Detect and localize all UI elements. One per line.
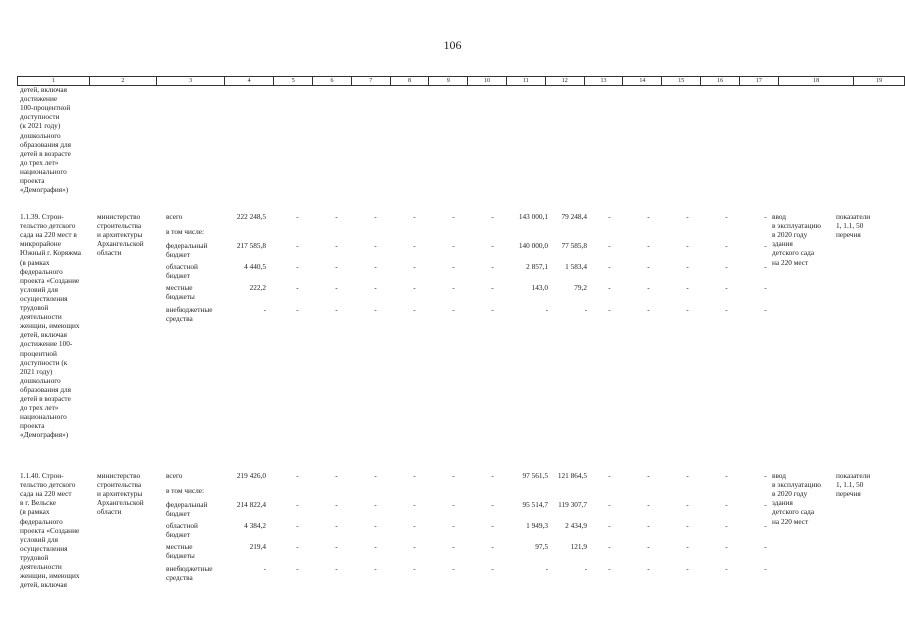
executor-line: строительства (97, 480, 142, 490)
indicator-line: перечня (836, 489, 861, 499)
empty-dash: - (764, 542, 767, 551)
empty-dash: - (374, 542, 377, 551)
column-header-6: 6 (313, 77, 352, 86)
empty-dash: - (725, 262, 728, 271)
empty-dash: - (452, 564, 455, 573)
total-value: 222 248,5 (236, 212, 266, 221)
measure-name-line: сада на 220 мест (20, 489, 72, 499)
col12-value: 119 307,7 (558, 500, 587, 509)
empty-dash: - (725, 521, 728, 530)
empty-dash: - (374, 564, 377, 573)
executor-line: области (97, 248, 122, 258)
empty-dash: - (647, 471, 650, 480)
empty-dash: - (725, 542, 728, 551)
empty-dash: - (608, 564, 611, 573)
empty-dash: - (374, 262, 377, 271)
measure-name-line: доступности (к (20, 357, 68, 367)
col11-value: 140 000,0 (518, 241, 548, 250)
empty-dash: - (647, 305, 650, 314)
empty-dash: - (764, 471, 767, 480)
continuation-line: 100-процентной (20, 103, 71, 113)
empty-dash: - (452, 542, 455, 551)
funding-source: всего (166, 471, 183, 480)
empty-dash: - (491, 471, 494, 480)
empty-dash: - (296, 305, 299, 314)
measure-name-line: проекта (20, 421, 45, 431)
empty-dash: - (374, 283, 377, 292)
column-header-5: 5 (274, 77, 313, 86)
empty-dash: - (452, 212, 455, 221)
continuation-line: дошкольного (20, 130, 61, 140)
funding-source: местные (166, 283, 193, 292)
result-line: детского сада (772, 507, 815, 517)
continuation-line: детей в возрасте (20, 148, 71, 158)
empty-dash: - (647, 521, 650, 530)
column-header-10: 10 (468, 77, 507, 86)
total-value: 219 426,0 (236, 471, 266, 480)
empty-dash: - (491, 241, 494, 250)
empty-dash: - (608, 305, 611, 314)
total-value: - (263, 564, 266, 573)
empty-dash: - (296, 471, 299, 480)
col12-value: 2 434,9 (565, 521, 587, 530)
executor-line: области (97, 507, 122, 517)
empty-dash: - (296, 521, 299, 530)
empty-dash: - (725, 500, 728, 509)
empty-dash: - (335, 542, 338, 551)
empty-dash: - (335, 241, 338, 250)
empty-dash: - (491, 262, 494, 271)
column-header-4: 4 (224, 77, 273, 86)
empty-dash: - (764, 241, 767, 250)
funding-source: областной (166, 521, 198, 530)
empty-dash: - (686, 500, 689, 509)
empty-dash: - (725, 564, 728, 573)
empty-dash: - (686, 471, 689, 480)
empty-dash: - (725, 471, 728, 480)
empty-dash: - (335, 283, 338, 292)
result-line: на 220 мест (772, 516, 809, 526)
empty-dash: - (374, 471, 377, 480)
column-header-17: 17 (739, 77, 778, 86)
measure-name-line: условий для (20, 284, 58, 294)
col11-value: 97 561,5 (522, 471, 548, 480)
measure-name-line: процентной (20, 348, 57, 358)
empty-dash: - (413, 471, 416, 480)
funding-source: бюджет (166, 508, 190, 518)
measure-name-line: тельство детского (20, 480, 76, 490)
continuation-line: детей, включая (20, 85, 68, 94)
empty-dash: - (452, 521, 455, 530)
measure-name-line: деятельности (20, 562, 62, 571)
empty-dash: - (647, 262, 650, 271)
column-header-14: 14 (623, 77, 662, 86)
measure-name-line: «Демография») (20, 430, 69, 440)
empty-dash: - (686, 241, 689, 250)
empty-dash: - (686, 283, 689, 292)
empty-dash: - (452, 241, 455, 250)
empty-dash: - (686, 262, 689, 271)
column-header-7: 7 (351, 77, 390, 86)
col11-value: 95 514,7 (522, 500, 548, 509)
empty-dash: - (413, 262, 416, 271)
funding-source: средства (166, 572, 193, 582)
funding-source: федеральный (166, 500, 208, 509)
empty-dash: - (764, 212, 767, 221)
measure-name-line: образования для (20, 384, 72, 394)
column-header-8: 8 (390, 77, 429, 86)
col12-value: - (584, 305, 587, 314)
col11-value: 143 000,1 (518, 212, 548, 221)
col11-value: 97,5 (535, 542, 548, 551)
measure-name-line: (в рамках (20, 507, 50, 517)
empty-dash: - (725, 212, 728, 221)
empty-dash: - (764, 564, 767, 573)
indicator-line: показатели (836, 471, 871, 480)
executor-line: Архангельской (97, 498, 144, 508)
empty-dash: - (413, 542, 416, 551)
col12-value: - (584, 564, 587, 573)
measure-name-line: проекта «Создание (20, 275, 80, 285)
measure-name-line: проекта «Создание (20, 525, 80, 535)
empty-dash: - (608, 241, 611, 250)
col11-value: - (545, 564, 548, 573)
continuation-line: проекта (20, 176, 45, 185)
empty-dash: - (491, 283, 494, 292)
column-header-2: 2 (89, 77, 157, 86)
empty-dash: - (452, 305, 455, 314)
empty-dash: - (647, 283, 650, 292)
empty-dash: - (647, 241, 650, 250)
empty-dash: - (764, 262, 767, 271)
empty-dash: - (452, 262, 455, 271)
result-line: здания (772, 239, 793, 249)
empty-dash: - (335, 262, 338, 271)
measure-name-line: трудовой (20, 303, 49, 312)
empty-dash: - (452, 283, 455, 292)
col11-value: - (545, 305, 548, 314)
measure-name-line: осуществления (20, 543, 68, 553)
empty-dash: - (335, 500, 338, 509)
empty-dash: - (335, 521, 338, 530)
empty-dash: - (764, 500, 767, 509)
measure-name-line: детей, включая (20, 580, 68, 590)
empty-dash: - (725, 305, 728, 314)
continuation-line: «Демография») (20, 185, 69, 195)
result-line: в эксплуатацию (772, 221, 821, 231)
executor-line: и архитектуры (97, 489, 143, 499)
empty-dash: - (335, 471, 338, 480)
measure-name-line: национального (20, 412, 67, 422)
column-header-12: 12 (545, 77, 584, 86)
measure-name-line: трудовой (20, 552, 49, 562)
empty-dash: - (686, 521, 689, 530)
empty-dash: - (296, 564, 299, 573)
continuation-line: до трех лет» (20, 157, 59, 167)
executor-line: строительства (97, 221, 142, 231)
empty-dash: - (452, 471, 455, 480)
measure-name-line: (в рамках (20, 257, 50, 267)
empty-dash: - (296, 241, 299, 250)
funding-source: федеральный (166, 241, 208, 250)
empty-dash: - (686, 542, 689, 551)
empty-dash: - (296, 212, 299, 221)
empty-dash: - (413, 283, 416, 292)
col11-value: 2 857,1 (526, 262, 548, 271)
empty-dash: - (764, 283, 767, 292)
funding-source: в том числе: (166, 227, 205, 236)
executor-line: министерство (97, 212, 141, 221)
funding-source: областной (166, 262, 198, 271)
empty-dash: - (296, 262, 299, 271)
column-header-15: 15 (662, 77, 701, 86)
col12-value: 79 248,4 (561, 212, 587, 221)
result-line: ввод (772, 471, 786, 480)
empty-dash: - (374, 521, 377, 530)
measure-name-line: деятельности (20, 312, 62, 322)
empty-dash: - (296, 283, 299, 292)
empty-dash: - (608, 521, 611, 530)
result-line: здания (772, 498, 793, 508)
result-line: в эксплуатацию (772, 480, 821, 490)
column-header-18: 18 (778, 77, 854, 86)
empty-dash: - (335, 212, 338, 221)
empty-dash: - (296, 542, 299, 551)
column-header-11: 11 (506, 77, 545, 86)
indicator-line: показатели (836, 212, 871, 221)
funding-source: бюджеты (166, 291, 195, 301)
empty-dash: - (491, 305, 494, 314)
empty-dash: - (608, 542, 611, 551)
empty-dash: - (413, 564, 416, 573)
funding-source: бюджет (166, 249, 190, 259)
measure-name-line: женщин, имеющих (20, 321, 80, 331)
total-value: 222,2 (249, 283, 266, 292)
measure-name-line: 1.1.40. Строи- (20, 471, 64, 480)
result-line: детского сада (772, 248, 815, 258)
measure-name-line: детей в возрасте (20, 394, 71, 403)
empty-dash: - (413, 212, 416, 221)
measure-name-line: сада на 220 мест в (20, 230, 77, 240)
column-header-16: 16 (701, 77, 740, 86)
empty-dash: - (374, 241, 377, 250)
measure-name-line: женщин, имеющих (20, 571, 80, 581)
measure-name-line: федерального (20, 266, 63, 276)
measure-name-line: федерального (20, 516, 63, 526)
indicator-line: 1, 1.1, 50 (836, 221, 864, 231)
total-value: 214 822,4 (236, 500, 266, 509)
measure-name-line: детей, включая (20, 330, 68, 340)
empty-dash: - (608, 283, 611, 292)
col12-value: 1 583,4 (565, 262, 587, 271)
funding-source: бюджет (166, 529, 190, 539)
column-header-13: 13 (584, 77, 623, 86)
column-header-19: 19 (854, 77, 905, 86)
funding-source: внебюджетные (166, 564, 213, 573)
empty-dash: - (452, 500, 455, 509)
empty-dash: - (686, 564, 689, 573)
page-number: 106 (443, 38, 462, 52)
col11-value: 143,0 (531, 283, 548, 292)
measure-name-line: дошкольного (20, 375, 61, 385)
empty-dash: - (413, 500, 416, 509)
empty-dash: - (647, 542, 650, 551)
empty-dash: - (491, 564, 494, 573)
col12-value: 77 585,8 (561, 241, 587, 250)
indicator-line: перечня (836, 230, 861, 240)
measure-name-line: 1.1.39. Строи- (20, 212, 64, 221)
funding-source: в том числе: (166, 486, 205, 495)
funding-source: всего (166, 212, 183, 221)
empty-dash: - (296, 500, 299, 509)
measure-name-line: осуществления (20, 293, 68, 303)
empty-dash: - (608, 262, 611, 271)
empty-dash: - (725, 283, 728, 292)
empty-dash: - (491, 500, 494, 509)
empty-dash: - (764, 305, 767, 314)
executor-line: министерство (97, 471, 141, 480)
col11-value: 1 949,3 (526, 521, 548, 530)
empty-dash: - (491, 212, 494, 221)
total-value: - (263, 305, 266, 314)
funding-source: внебюджетные (166, 305, 213, 314)
measure-name-line: в г. Вельске (20, 498, 57, 508)
empty-dash: - (608, 500, 611, 509)
empty-dash: - (686, 212, 689, 221)
executor-line: и архитектуры (97, 230, 143, 240)
empty-dash: - (374, 212, 377, 221)
result-line: ввод (772, 212, 786, 221)
col12-value: 121,9 (570, 542, 587, 551)
empty-dash: - (413, 241, 416, 250)
empty-dash: - (647, 500, 650, 509)
continuation-line: (к 2021 году) (20, 121, 61, 131)
measure-name-line: до трех лет» (20, 403, 59, 413)
empty-dash: - (608, 212, 611, 221)
executor-line: Архангельской (97, 239, 144, 249)
funding-source: местные (166, 542, 193, 551)
funding-source: бюджет (166, 270, 190, 280)
empty-dash: - (608, 471, 611, 480)
column-header-1: 1 (18, 77, 90, 86)
measure-name-line: микрорайоне (20, 239, 61, 249)
continuation-line: доступности (20, 112, 60, 122)
empty-dash: - (686, 305, 689, 314)
continuation-line: достижение (20, 94, 58, 104)
total-value: 4 440,5 (244, 262, 266, 271)
measure-name-line: достижение 100- (20, 339, 73, 349)
indicator-line: 1, 1.1, 50 (836, 480, 864, 490)
continuation-line: национального (20, 166, 67, 176)
empty-dash: - (491, 542, 494, 551)
result-line: в 2020 году (772, 489, 808, 499)
empty-dash: - (413, 521, 416, 530)
empty-dash: - (374, 500, 377, 509)
column-header-row (17, 76, 905, 86)
result-line: на 220 мест (772, 257, 809, 267)
measure-name-line: 2021 году) (20, 366, 53, 376)
empty-dash: - (764, 521, 767, 530)
empty-dash: - (725, 241, 728, 250)
col12-value: 121 864,5 (557, 471, 587, 480)
funding-source: бюджеты (166, 550, 195, 560)
empty-dash: - (335, 305, 338, 314)
measure-name-line: тельство детского (20, 221, 76, 231)
col12-value: 79,2 (574, 283, 587, 292)
result-line: в 2020 году (772, 230, 808, 240)
column-header-9: 9 (429, 77, 468, 86)
empty-dash: - (647, 564, 650, 573)
continuation-line: образования для (20, 139, 72, 149)
empty-dash: - (374, 305, 377, 314)
empty-dash: - (413, 305, 416, 314)
measure-name-line: Южный г. Коряжма (20, 248, 81, 258)
empty-dash: - (335, 564, 338, 573)
total-value: 219,4 (249, 542, 266, 551)
column-header-3: 3 (157, 77, 225, 86)
empty-dash: - (491, 521, 494, 530)
funding-source: средства (166, 313, 193, 323)
measure-name-line: условий для (20, 534, 58, 544)
total-value: 217 585,8 (236, 241, 266, 250)
empty-dash: - (647, 212, 650, 221)
total-value: 4 384,2 (244, 521, 266, 530)
